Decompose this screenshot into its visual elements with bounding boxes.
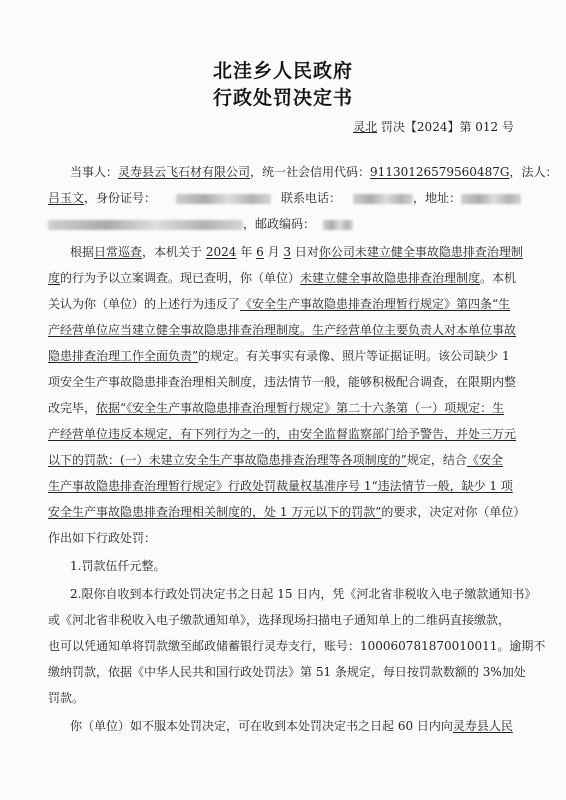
phone-label: 联系电话： xyxy=(281,191,342,205)
body-line-5: 隐患排查治理工作全面负责”的规定。有关事实有录像、照片等证据证明。该公司缺少 1 xyxy=(48,349,510,363)
body-line-8: 产经营单位违反本规定，有下列行为之一的，由安全监督监察部门给予警告，并处三万元 xyxy=(48,427,517,441)
body-line-4: 产经营单位应当建立健全事故隐患排查治理制度。生产经营单位主要负责人对本单位事故 xyxy=(48,323,517,337)
party-line-1 xyxy=(70,164,558,180)
body-line-12: 作出如下行政处罚： xyxy=(48,531,157,545)
redacted-postal-code xyxy=(323,220,353,230)
body-line-6: 项安全生产事故隐患排查治理相关制度，违法情节一般，能够积极配合调查，在限期内整 xyxy=(48,375,517,389)
credit-code: 91130126579560487G xyxy=(370,165,510,179)
address-label: ，地址： xyxy=(413,191,462,205)
body-line-11: 安全生产事故隐患排查治理相关制度的，处 1 万元以下的罚款”的要求，决定对你（单位） xyxy=(48,505,526,519)
penalty-item-2-line-5: 罚款。 xyxy=(48,691,85,705)
document-title-issuer: 北洼乡人民政府 xyxy=(212,60,353,82)
appeal-line-1: 你（单位）如不服本处罚决定，可在收到本处罚决定书之日起 60 日内向灵寿县人民 xyxy=(70,719,513,733)
penalty-item-2-line-3: 也可以凭通知单将罚款缴至邮政储蓄银行灵寿支行，账号：100060781870010011。逾期不 xyxy=(48,639,546,653)
party-label: 当事人： xyxy=(70,165,119,179)
body-line-10: 生产事故隐患排查治理暂行规定》行政处罚裁量权基准序号 1“违法情节一般，缺少 1 项 xyxy=(48,479,513,493)
body-line-1: 根据日常巡查，本机关于 2024 年 6 月 3 日对你公司未建立健全事故隐患排查治理制 xyxy=(70,245,523,259)
document-number-rest: 罚决【2024】第 012 号 xyxy=(380,120,514,134)
body-line-2: 度的行为予以立案调查。现已查明，你（单位）未建立健全事故隐患排查治理制度。本机 xyxy=(48,271,517,285)
penalty-item-2-line-1: 2.限你自收到本行政处罚决定书之日起 15 日内，凭《河北省非税收入电子缴款通知书》 xyxy=(70,587,537,601)
body-line-3: 关认为你（单位）的上述行为违反了《安全生产事故隐患排查治理暂行规定》第四条“生 xyxy=(48,297,511,311)
legal-rep-label: ，法人： xyxy=(509,165,558,179)
party-name: 灵寿县云飞石材有限公司 xyxy=(118,165,251,179)
body-line-7: 改完毕，依据“《安全生产事故隐患排查治理暂行规定》第二十六条第（一）项规定：生 xyxy=(48,401,505,415)
penalty-item-2-line-2: 或《河北省非税收入电子缴款通知单》，选择现场扫描电子通知单上的二维码直接缴款， xyxy=(48,613,511,627)
document-title-type: 行政处罚决定书 xyxy=(212,87,353,109)
body-line-9: 以下的罚款：(一）未建立安全生产事故隐患排查治理等各项制度的”规定，结合《安全 xyxy=(48,453,503,467)
penalty-item-2-line-4: 缴纳罚款，依据《中华人民共和国行政处罚法》第 51 条规定，每日按罚款数额的 3%加处 xyxy=(48,665,526,679)
redacted-phone xyxy=(353,194,413,204)
document-number-prefix: 灵北 xyxy=(353,120,378,134)
redacted-address xyxy=(461,194,521,204)
credit-code-label: ，统一社会信用代码： xyxy=(250,165,371,179)
id-number-label: ，身份证号： xyxy=(84,191,157,205)
redacted-address-cont xyxy=(48,220,243,230)
legal-rep-name: 吕玉文 xyxy=(48,191,85,205)
party-line-2 xyxy=(48,190,518,206)
redacted-id-number xyxy=(176,194,271,204)
document-number xyxy=(353,118,514,135)
postal-code-label: ，邮政编码： xyxy=(243,217,316,231)
penalty-item-1: 1.罚款伍仟元整。 xyxy=(70,559,166,573)
party-line-3 xyxy=(48,216,518,232)
